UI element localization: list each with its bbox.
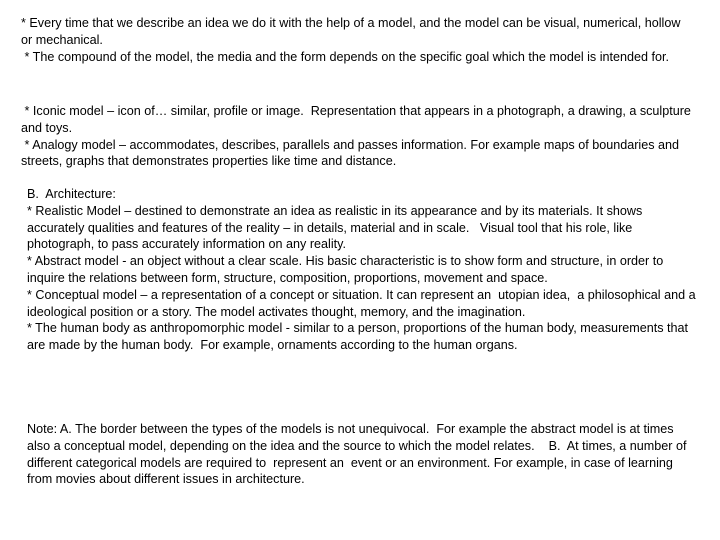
realistic-model-paragraph: * Realistic Model – destined to demonstrate an idea as realistic in its appearance and by its materials. It shows accurately qualities and features of the reality – in details, material and in scale. Visual tool that his role, like photograph, to pass accurately information on any reality. (27, 203, 646, 252)
note-section (27, 421, 699, 488)
model-types-section (21, 103, 693, 170)
architecture-heading: B. Architecture: (27, 187, 116, 201)
intro-paragraph-model-compound: * The compound of the model, the media and the form depends on the specific goal which the model is intended for. (21, 49, 670, 64)
abstract-model-paragraph: * Abstract model - an object without a clear scale. His basic characteristic is to show form and structure, in order to inquire the relations between form, structure, composition, proportions, movement and space. (27, 254, 667, 285)
intro-paragraph-models-general: * Every time that we describe an idea we do it with the help of a model, and the model can be visual, numerical, hollow or mechanical. (21, 16, 684, 47)
intro-section (21, 15, 693, 65)
iconic-model-paragraph: * Iconic model – icon of… similar, profile or image. Representation that appears in a photograph, a drawing, a sculpture and toys. (21, 104, 695, 135)
human-body-model-paragraph: * The human body as anthropomorphic model - similar to a person, proportions of the human body, measurements that are made by the human body. For example, ornaments according to the human organs. (27, 321, 692, 353)
note-paragraph: Note: A. The border between the types of the models is not unequivocal. For example the abstract model is at times also a conceptual model, depending on the idea and the source to which the model relates. B. At times, a number of different categorical models are required to represent an event or an environment. For example, in case of learning from movies about different issues in architecture. (27, 422, 690, 487)
architecture-section (27, 186, 699, 354)
conceptual-model-paragraph: * Conceptual model – a representation of a concept or situation. It can represent an utopian idea, a philosophical and a ideological position or a story. The model activates thought, memory, and the imagination. (27, 287, 700, 319)
analogy-model-paragraph: * Analogy model – accommodates, describes, parallels and passes information. For example maps of boundaries and streets, graphs that demonstrates properties like time and distance. (21, 137, 683, 169)
